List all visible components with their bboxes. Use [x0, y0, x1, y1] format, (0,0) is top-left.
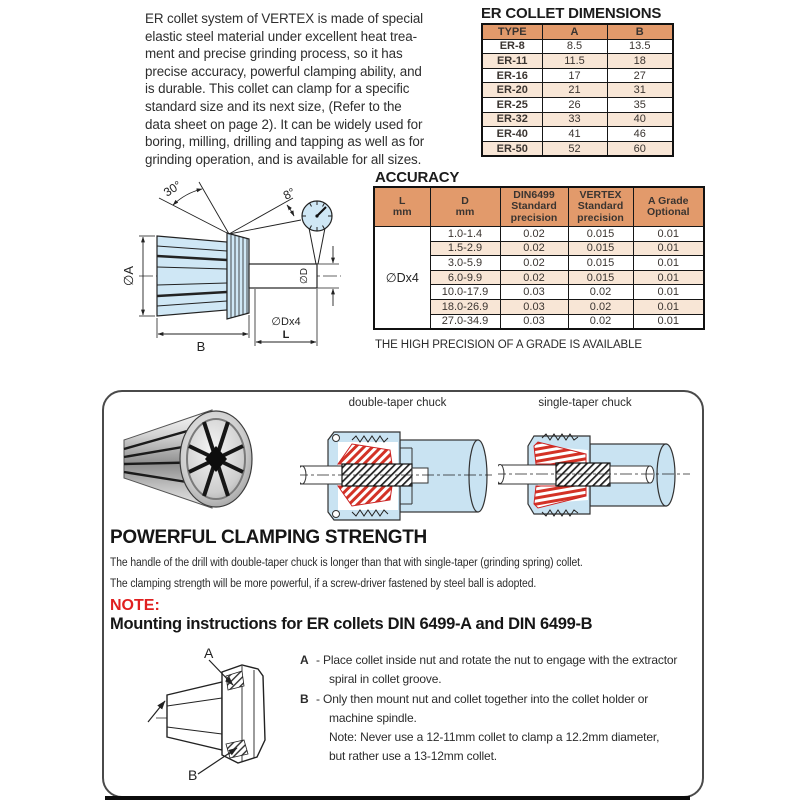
- cell: 33: [542, 112, 607, 127]
- label-a: A: [204, 645, 214, 661]
- cell: 40: [607, 112, 673, 127]
- column-header: D mm: [430, 187, 500, 227]
- collet-dimension-drawing: [103, 176, 371, 361]
- cell: 0.015: [568, 227, 633, 242]
- cell: 0.01: [633, 241, 704, 256]
- cell: 27: [607, 68, 673, 83]
- cell: ER-32: [482, 112, 542, 127]
- instruction-line: machine spindle.: [329, 711, 417, 725]
- column-header: B: [607, 24, 673, 39]
- svg-text:∅D: ∅D: [299, 268, 310, 284]
- column-header: TYPE: [482, 24, 542, 39]
- cell: ER-25: [482, 97, 542, 112]
- clamping-body: [110, 553, 635, 594]
- cell: ER-11: [482, 54, 542, 69]
- column-header: L mm: [374, 187, 430, 227]
- table-row: [482, 68, 673, 83]
- dim-l: [255, 289, 317, 346]
- cell: 60: [607, 141, 673, 156]
- table-row: [482, 97, 673, 112]
- double-taper-label: double-taper chuck: [348, 397, 447, 409]
- cell: 0.01: [633, 299, 704, 314]
- cell: 27.0-34.9: [430, 314, 500, 329]
- cell: 6.0-9.9: [430, 270, 500, 285]
- instruction-line: Note: Never use a 12-11mm collet to clamp a 12.2mm diameter,: [329, 730, 660, 744]
- table-header-row: [482, 24, 673, 39]
- intro-line: standard size and its next size, (Refer to the: [145, 98, 402, 114]
- cell: 0.03: [500, 285, 568, 300]
- table-row: [482, 54, 673, 69]
- dial-indicator: [302, 201, 332, 264]
- clamping-line: The handle of the drill with double-taper chuck is longer than that with single-taper (grinding spring) collet.: [110, 557, 583, 569]
- table-header-row: [374, 187, 704, 227]
- mounting-heading: Mounting instructions for ER collets DIN 6499-A and DIN 6499-B: [110, 615, 593, 633]
- mounting-instructions: [300, 651, 710, 767]
- instruction-label: A: [300, 653, 309, 667]
- instruction-line: - Place collet inside nut and rotate the nut to engage with the extractor: [316, 653, 678, 667]
- cell: ER-16: [482, 68, 542, 83]
- table-row: [374, 227, 704, 242]
- column-header: DIN6499 Standard precision: [500, 187, 568, 227]
- intro-line: is durable. This collet can clamp for a specific: [145, 81, 410, 97]
- cell: 17: [542, 68, 607, 83]
- instruction-line: but rather use a 13-12mm collet.: [329, 749, 497, 763]
- collet-nut-section: [227, 233, 249, 319]
- cell: 41: [542, 127, 607, 142]
- cell: 0.02: [568, 285, 633, 300]
- cell: 0.01: [633, 314, 704, 329]
- cell: 0.015: [568, 256, 633, 271]
- cell: 21: [542, 83, 607, 98]
- instruction-line: - Only then mount nut and collet together into the collet holder or: [316, 692, 649, 706]
- mounting-drawing: [130, 640, 315, 790]
- intro-paragraph: [145, 10, 485, 168]
- cell: 0.01: [633, 270, 704, 285]
- clamping-heading: POWERFUL CLAMPING STRENGTH: [110, 527, 427, 548]
- instruction-line: spiral in collet groove.: [329, 672, 442, 686]
- table-row: [482, 39, 673, 54]
- cell: 0.02: [568, 314, 633, 329]
- cell: 0.02: [500, 270, 568, 285]
- single-taper-chuck-diagram: [498, 424, 693, 529]
- cell: 0.02: [568, 299, 633, 314]
- intro-line: grinding operation, and is available for all sizes.: [145, 151, 422, 167]
- double-taper-chuck-diagram: [300, 424, 495, 529]
- cell: ER-40: [482, 127, 542, 142]
- clamping-line: The clamping strength will be more powerful, if a screw-driver fastened by steel ball is adopted.: [110, 577, 537, 590]
- cell: 0.02: [500, 241, 568, 256]
- column-header: VERTEX Standard precision: [568, 187, 633, 227]
- accuracy-footnote: THE HIGH PRECISION OF A GRADE IS AVAILABLE: [375, 339, 642, 351]
- table-row: [482, 127, 673, 142]
- cell: 0.015: [568, 270, 633, 285]
- cell: 0.015: [568, 241, 633, 256]
- table-row: [482, 83, 673, 98]
- table-row: [482, 112, 673, 127]
- footer-bar: [105, 796, 690, 800]
- note-label: NOTE:: [110, 597, 160, 614]
- collet-photo: [112, 402, 267, 517]
- column-header: A Grade Optional: [633, 187, 704, 227]
- cell: ER-20: [482, 83, 542, 98]
- cell: 0.02: [500, 256, 568, 271]
- cell: 13.5: [607, 39, 673, 54]
- instruction-a: [300, 651, 710, 689]
- clamped-rod: [556, 463, 610, 486]
- angle-30-callout: [159, 178, 229, 234]
- cell: 1.5-2.9: [430, 241, 500, 256]
- cell: 0.01: [633, 285, 704, 300]
- cell: ER-50: [482, 141, 542, 156]
- svg-text:∅A: ∅A: [121, 266, 136, 286]
- cell: 8.5: [542, 39, 607, 54]
- accuracy-table-title: ACCURACY: [375, 169, 460, 186]
- cell: 26: [542, 97, 607, 112]
- single-taper-label: single-taper chuck: [538, 397, 632, 409]
- l-value-cell: ∅Dx4: [374, 227, 430, 330]
- cell: 0.02: [500, 227, 568, 242]
- cell: ER-8: [482, 39, 542, 54]
- cell: 52: [542, 141, 607, 156]
- intro-line: elastic steel material under excellent heat trea-: [145, 28, 417, 44]
- cell: 11.5: [542, 54, 607, 69]
- angle-8-callout: [229, 185, 301, 234]
- svg-text:B: B: [196, 339, 206, 354]
- dimensions-table-title: ER COLLET DIMENSIONS: [481, 5, 662, 22]
- cell: 18: [607, 54, 673, 69]
- dimensions-table: [481, 23, 674, 157]
- intro-line: boring, milling, drilling and tapping as well as for: [145, 134, 425, 150]
- instruction-label: B: [300, 692, 309, 706]
- label-b: B: [188, 767, 198, 783]
- cell: 0.03: [500, 299, 568, 314]
- svg-text:8°: 8°: [280, 184, 298, 203]
- instruction-b: [300, 690, 710, 766]
- cell: 31: [607, 83, 673, 98]
- collet-outline: [167, 682, 222, 750]
- cell: 3.0-5.9: [430, 256, 500, 271]
- cell: 1.0-1.4: [430, 227, 500, 242]
- cell: 35: [607, 97, 673, 112]
- intro-line: ment and precise grinding process, so it has: [145, 46, 403, 62]
- cell: 46: [607, 127, 673, 142]
- svg-text:∅Dx4: ∅Dx4: [271, 316, 301, 328]
- cell: 0.01: [633, 227, 704, 242]
- intro-line: ER collet system of VERTEX is made of special: [145, 11, 424, 26]
- intro-line: precise accuracy, powerful clamping ability, and: [145, 63, 422, 79]
- cell: 10.0-17.9: [430, 285, 500, 300]
- column-header: A: [542, 24, 607, 39]
- cell: 0.01: [633, 256, 704, 271]
- svg-text:30°: 30°: [161, 177, 184, 200]
- accuracy-table: [373, 186, 705, 330]
- svg-text:L: L: [282, 329, 290, 341]
- table-row: [482, 141, 673, 156]
- cell: 18.0-26.9: [430, 299, 500, 314]
- cell: 0.03: [500, 314, 568, 329]
- dim-b: [157, 315, 249, 354]
- intro-line: data sheet on page 2). It can be widely used for: [145, 116, 423, 132]
